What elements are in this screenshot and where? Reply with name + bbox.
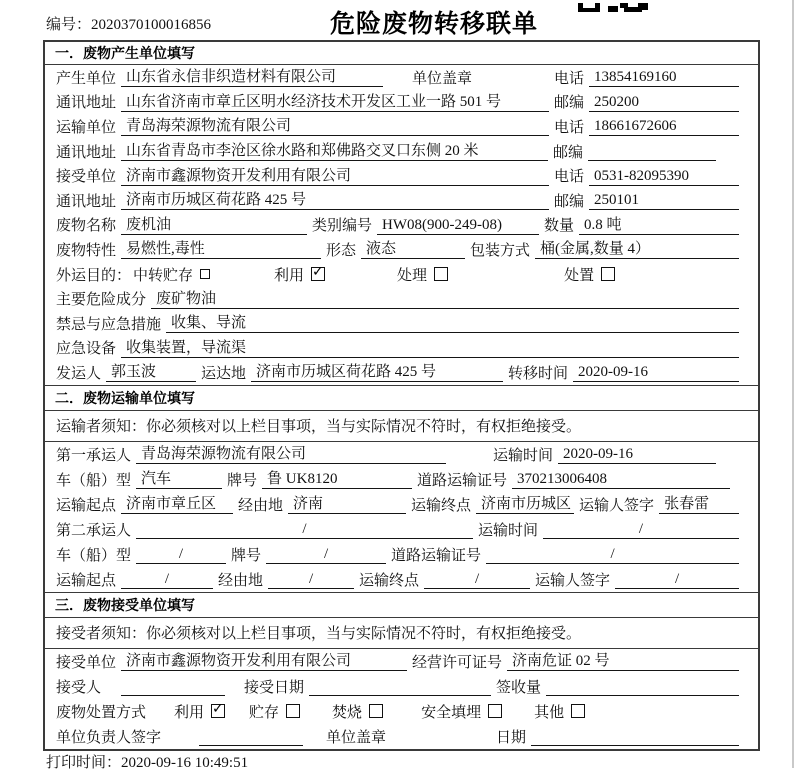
section2-header: 二．废物运输单位填写 <box>45 385 758 411</box>
transfer-purpose-row <box>45 262 758 287</box>
carrier-label: 第二承运人 <box>56 522 132 539</box>
disposal-option <box>174 701 225 722</box>
category-label: 类别编号 <box>312 218 373 235</box>
property-label: 废物特性 <box>56 242 117 259</box>
date-value <box>531 726 739 746</box>
print-time <box>46 751 248 772</box>
unit-seal-label: 单位盖章 <box>326 729 387 746</box>
section3-body <box>45 649 758 749</box>
section2-body <box>45 442 758 592</box>
second-carrier-row <box>45 517 758 542</box>
zip-value: 250101 <box>589 190 739 210</box>
vehicle-type-value: 汽车 <box>136 469 222 489</box>
taboo-value: 收集、导流 <box>166 313 739 333</box>
carrier-signature-label: 运输人签字 <box>535 572 611 589</box>
via-value: / <box>268 569 354 589</box>
phone-value: 13854169160 <box>589 67 739 87</box>
waste-name-row <box>45 213 758 238</box>
checkbox-label: 其他 <box>534 704 565 721</box>
receiver-value: 济南市鑫源物资开发利用有限公司 <box>121 166 549 186</box>
carrier-value: 青岛海荣源物流有限公司 <box>136 444 446 464</box>
disposal-method-row <box>45 699 758 724</box>
waste-name-value: 废机油 <box>121 215 307 235</box>
origin-value: 济南市章丘区 <box>121 494 233 514</box>
equipment-value: 收集装置，导流渠 <box>121 338 739 358</box>
zip-label: 邮编 <box>553 193 584 210</box>
checkbox <box>488 704 502 718</box>
receiver-person-row <box>45 674 758 699</box>
zip-label: 邮编 <box>552 144 583 161</box>
destination-value: 济南市历城区荷花路 425 号 <box>251 362 503 382</box>
packing-label: 包装方式 <box>470 242 531 259</box>
zip-label: 邮编 <box>553 95 584 112</box>
form-header <box>0 0 796 40</box>
carrier-signature-value: / <box>615 569 739 589</box>
transfer-time-label: 转移时间 <box>508 365 569 382</box>
road-license-label: 道路运输证号 <box>417 472 508 489</box>
purpose-option <box>133 264 210 285</box>
origin-label: 运输起点 <box>56 497 117 514</box>
checkbox <box>369 704 383 718</box>
zip-value <box>588 141 716 161</box>
permit-label: 经营许可证号 <box>412 654 503 671</box>
unit-seal-label: 单位盖章 <box>412 70 473 87</box>
phone-value: 18661672606 <box>589 116 739 136</box>
checkbox-label: 贮存 <box>249 704 280 721</box>
transporter-value: 青岛海荣源物流有限公司 <box>121 116 549 136</box>
transport-time-label: 运输时间 <box>492 447 553 464</box>
purpose-option <box>274 264 325 285</box>
destination-label: 运达地 <box>201 365 247 382</box>
producer-address-row <box>45 90 758 115</box>
transporter-notice: 运输者须知：你必须核对以上栏目事项，当与实际情况不符时，有权拒绝接受。 <box>45 411 758 442</box>
equipment-label: 应急设备 <box>56 341 117 358</box>
received-amount-label: 签收量 <box>496 679 542 696</box>
terminal-label: 运输终点 <box>359 572 420 589</box>
checkbox-label: 利用 <box>274 267 305 284</box>
purpose-option <box>564 264 615 285</box>
receiver-row <box>45 163 758 188</box>
vehicle-row-2 <box>45 542 758 567</box>
checkbox-label: 处置 <box>564 267 595 284</box>
emergency-equipment-row <box>45 336 758 361</box>
terminal-value: / <box>424 569 530 589</box>
checkbox <box>200 269 210 279</box>
vehicle-type-value: / <box>136 544 226 564</box>
plate-label: 牌号 <box>231 547 262 564</box>
manager-signature-value <box>199 726 303 746</box>
checkbox <box>434 267 448 281</box>
address-value: 济南市历城区荷花路 425 号 <box>121 190 549 210</box>
purpose-option <box>397 264 448 285</box>
producer-label: 产生单位 <box>56 70 117 87</box>
serial-label: 编号： <box>46 17 92 33</box>
transporter-address-row <box>45 139 758 164</box>
transport-time-value: / <box>543 519 739 539</box>
route-row-2 <box>45 567 758 592</box>
qr-code-fragment-icon <box>578 0 650 17</box>
phone-label: 电话 <box>553 119 584 136</box>
manager-signature-row <box>45 724 758 749</box>
hazard-value: 废矿物油 <box>151 289 739 309</box>
via-label: 经由地 <box>218 572 264 589</box>
sender-value: 郭玉波 <box>106 362 196 382</box>
road-license-value: / <box>486 544 739 564</box>
disposal-option <box>249 701 300 722</box>
checkbox-label: 中转贮存 <box>133 267 194 284</box>
road-license-value: 370213006408 <box>512 469 730 489</box>
via-value: 济南 <box>288 494 406 514</box>
permit-value: 济南危证 02 号 <box>507 651 739 671</box>
form-state-label: 形态 <box>326 242 357 259</box>
page-title: 危险废物转移联单 <box>330 10 539 38</box>
section1-header: 一．废物产生单位填写 <box>45 42 758 65</box>
section3-header: 三．废物接受单位填写 <box>45 592 758 618</box>
disposal-option <box>332 701 383 722</box>
receiver-person-label: 接受人 <box>56 679 102 696</box>
form-table <box>43 40 760 751</box>
property-value: 易燃性,毒性 <box>121 239 321 259</box>
checkbox <box>211 704 225 718</box>
form-state-value: 液态 <box>361 239 465 259</box>
address-label: 通讯地址 <box>56 144 117 161</box>
date-label: 日期 <box>496 729 527 746</box>
sender-label: 发运人 <box>56 365 102 382</box>
receive-date-value <box>309 676 491 696</box>
road-license-label: 道路运输证号 <box>391 547 482 564</box>
hazard-components-row <box>45 286 758 311</box>
receive-date-label: 接受日期 <box>244 679 305 696</box>
phone-value: 0531-82095390 <box>589 166 739 186</box>
vehicle-type-label: 车（船）型 <box>56 547 132 564</box>
checkbox <box>601 267 615 281</box>
checkbox <box>571 704 585 718</box>
checkbox <box>311 267 325 281</box>
zip-value: 250200 <box>589 92 739 112</box>
transporter-row <box>45 114 758 139</box>
quantity-label: 数量 <box>544 218 575 235</box>
window-edge <box>792 0 794 768</box>
producer-value: 山东省永信非织造材料有限公司 <box>121 67 383 87</box>
checkbox-label: 焚烧 <box>332 704 363 721</box>
terminal-value: 济南市历城区 <box>476 494 574 514</box>
taboo-label: 禁忌与应急措施 <box>56 316 162 333</box>
category-value: HW08(900-249-08) <box>377 215 539 235</box>
address-value: 山东省济南市章丘区明水经济技术开发区工业一路 501 号 <box>121 92 549 112</box>
vehicle-type-label: 车（船）型 <box>56 472 132 489</box>
transfer-time-value: 2020-09-16 <box>573 362 739 382</box>
manager-signature-label: 单位负责人签字 <box>56 729 162 746</box>
origin-value: / <box>121 569 213 589</box>
receiver-notice: 接受者须知：你必须核对以上栏目事项，当与实际情况不符时，有权拒绝接受。 <box>45 618 758 649</box>
taboo-measures-row <box>45 311 758 336</box>
sender-row <box>45 360 758 385</box>
receiver-address-row <box>45 188 758 213</box>
vehicle-row <box>45 467 758 492</box>
first-carrier-row <box>45 442 758 467</box>
checkbox-label: 处理 <box>397 267 428 284</box>
receiving-unit-value: 济南市鑫源物资开发利用有限公司 <box>121 651 407 671</box>
plate-value: / <box>266 544 386 564</box>
disposal-option <box>421 701 502 722</box>
packing-value: 桶(金属,数量 4） <box>535 239 739 259</box>
transport-time-label: 运输时间 <box>477 522 538 539</box>
carrier-signature-label: 运输人签字 <box>579 497 655 514</box>
carrier-value: / <box>136 519 473 539</box>
transport-time-value: 2020-09-16 <box>558 444 716 464</box>
checkbox-label: 安全填埋 <box>421 704 482 721</box>
receiver-person-value <box>121 676 225 696</box>
plate-value: 鲁 UK8120 <box>262 469 412 489</box>
checkbox-label: 利用 <box>174 704 205 721</box>
phone-label: 电话 <box>553 70 584 87</box>
address-label: 通讯地址 <box>56 95 117 112</box>
terminal-label: 运输终点 <box>411 497 472 514</box>
receiver-label: 接受单位 <box>56 169 117 186</box>
purpose-label: 外运目的： <box>56 267 132 284</box>
serial-number <box>46 13 211 34</box>
waste-property-row <box>45 237 758 262</box>
phone-label: 电话 <box>553 169 584 186</box>
carrier-signature-value: 张春雷 <box>659 494 739 514</box>
quantity-value: 0.8 吨 <box>579 215 739 235</box>
disposal-label: 废物处置方式 <box>56 704 147 721</box>
address-label: 通讯地址 <box>56 193 117 210</box>
hazard-label: 主要危险成分 <box>56 292 147 309</box>
checkbox <box>286 704 300 718</box>
serial-value: 2020370100016856 <box>91 17 212 33</box>
disposal-option <box>534 701 585 722</box>
route-row <box>45 492 758 517</box>
via-label: 经由地 <box>238 497 284 514</box>
received-amount-value <box>546 676 739 696</box>
address-value: 山东省青岛市李沧区徐水路和郑佛路交叉口东侧 20 米 <box>121 141 548 161</box>
carrier-label: 第一承运人 <box>56 447 132 464</box>
receiving-unit-label: 接受单位 <box>56 654 117 671</box>
producer-row <box>45 65 758 90</box>
transporter-label: 运输单位 <box>56 119 117 136</box>
origin-label: 运输起点 <box>56 572 117 589</box>
waste-name-label: 废物名称 <box>56 218 117 235</box>
receiving-unit-row <box>45 649 758 674</box>
print-time-label: 打印时间： <box>46 755 122 771</box>
section1-body <box>45 65 758 385</box>
print-time-value: 2020-09-16 10:49:51 <box>121 755 249 771</box>
plate-label: 牌号 <box>227 472 258 489</box>
